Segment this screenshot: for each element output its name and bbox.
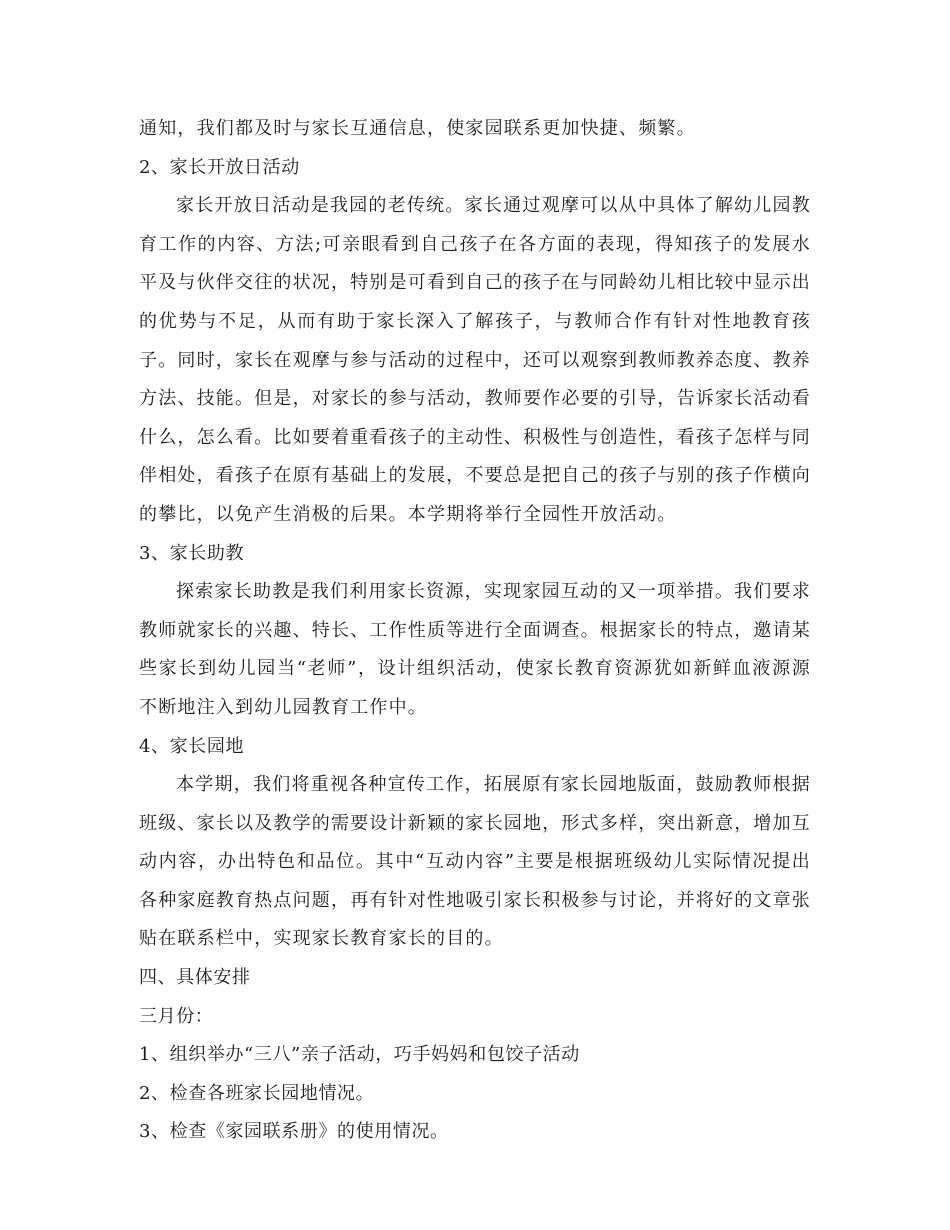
section-heading-parent-open-day: 2、家长开放日活动 xyxy=(139,156,300,178)
document-body xyxy=(139,110,811,1152)
section-heading-parent-corner: 4、家长园地 xyxy=(139,735,245,757)
paragraph-open-day: 家长开放日活动是我园的老传统。家长通过观摩可以从中具体了解幼儿园教育工作的内容、方法;可亲眼看到自己孩子在各方面的表现，得知孩子的发展水平及与伙伴交往的状况，特别是可看到自己的孩子在与同龄幼儿相比较中显示出的优势与不足，从而有助于家长深入了解孩子，与教师合作有针对性地教育孩子。同时，家长在观摩与参与活动的过程中，还可以观察到教师教养态度、教养方法、技能。但是，对家长的参与活动，教师要作必要的引导，告诉家长活动看什么，怎么看。比如要着重看孩子的主动性、积极性与创造性，看孩子怎样与同伴相处，看孩子在原有基础上的发展，不要总是把自己的孩子与别的孩子作横向的攀比，以免产生消极的后果。本学期将举行全园性开放活动。 xyxy=(139,195,811,525)
schedule-item-2: 2、检查各班家长园地情况。 xyxy=(139,1082,375,1104)
paragraph-parent-assistant: 探索家长助教是我们利用家长资源，实现家园互动的又一项举措。我们要求教师就家长的兴趣、特长、工作性质等进行全面调查。根据家长的特点，邀请某些家长到幼儿园当“老师”，设计组织活动，使家长教育资源犹如新鲜血液源源不断地注入到幼儿园教育工作中。 xyxy=(139,581,811,718)
section-heading-parent-assistant: 3、家长助教 xyxy=(139,542,245,564)
schedule-item-1: 1、组织举办“三八”亲子活动，巧手妈妈和包饺子活动 xyxy=(139,1044,580,1066)
paragraph-parent-corner: 本学期，我们将重视各种宣传工作，拓展原有家长园地版面，鼓励教师根据班级、家长以及教学的需要设计新颖的家长园地，形式多样，突出新意，增加互动内容，办出特色和品位。其中“互动内容”主要是根据班级幼儿实际情况提出各种家庭教育热点问题，再有针对性地吸引家长积极参与讨论，并将好的文章张贴在联系栏中，实现家长教育家长的目的。 xyxy=(139,774,811,950)
paragraph-continuation: 通知，我们都及时与家长互通信息，使家园联系更加快捷、频繁。 xyxy=(139,118,696,139)
schedule-month-march: 三月份： xyxy=(139,1005,214,1027)
schedule-item-3: 3、检查《家园联系册》的使用情况。 xyxy=(139,1121,449,1143)
section-heading-schedule: 四、具体安排 xyxy=(139,967,251,989)
